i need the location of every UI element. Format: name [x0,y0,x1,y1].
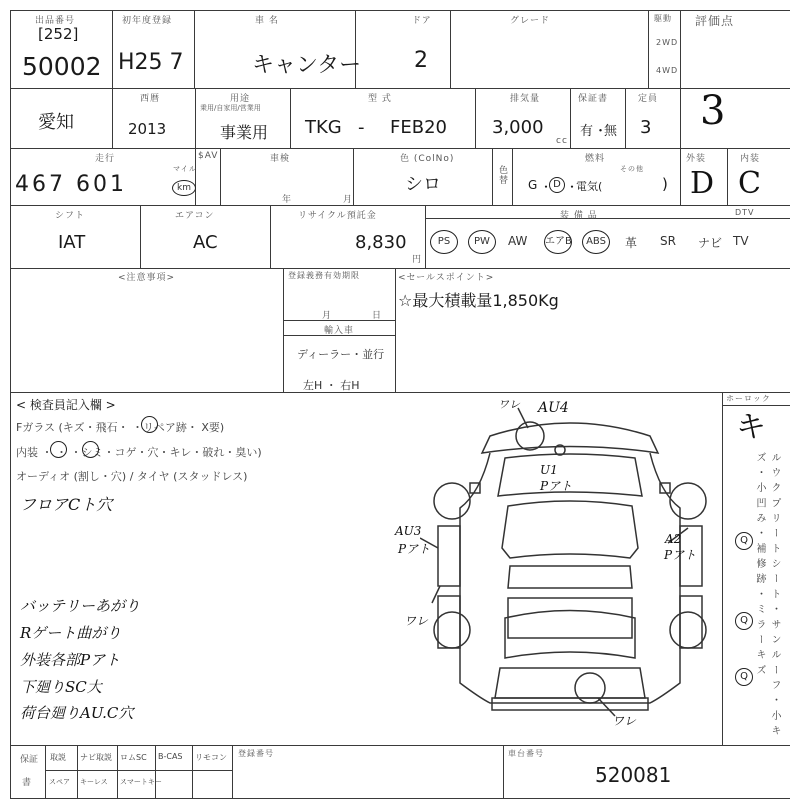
sales-label: <セールスポイント> [398,273,495,283]
diag-label-u1: U1 [540,463,558,477]
displacement-label: 排気量 [510,94,541,104]
interior-value: C [738,166,761,201]
notes-label: <注意事項> [118,273,176,283]
score-label: 評価点 [695,14,735,28]
hand-note: バッテリーあがり [20,597,141,615]
windshield [502,501,638,558]
rear-bumper [492,698,648,710]
drive-2wd: 2WD [656,38,679,47]
diag-label-top: ワレ [498,398,520,411]
audio-line: オーディオ (割し・穴) / タイヤ (スタッドレス) [16,470,248,483]
inspection-month: 月 [343,195,354,205]
side-circle-3: Q [735,668,753,686]
side-handwritten: キ [736,410,766,445]
footer-cert-label: 車台番号 [508,749,544,758]
first-reg-label: 初年度登録 [122,16,173,26]
reg-date-label: 登録義務有効期限 [288,271,360,280]
auction-sheet: 出品番号 [252] 50002 初年度登録 H25 7 車 名 キャンター ドア 2 グレード 駆動 2WD 4WD 評価点 3 愛知 西暦 2013 用途 乗用/自家用/営業用 事業用 型 式 TKG - FEB20 排気量 3,000 cc 保証書 有 ・ 無 定員 3 走行 467 601 マイル km $AV 車検 年 月 色 (ColNo) シロ 色替 燃料 その他 G ・ D ・ 電気( ) 外装 D 内装 C シフト IAT エアコン AC リサイクル預託金 8,830 円 装 備 品 DTV PS PW AW エアB ABS 革 SR ナビ TV <注意事項> 登録義務有効期限 月 日 輸入車 ディーラー・並行 左H ・ 右H <セールスポイント> ☆最大積載量1,850Kg < 検査員記入欄 > Fガラス (キズ・飛石・ ・リペア跡・ X要) 内装 ・ ・ ・シミ・コゲ・穴・キレ・破れ・臭い) オーディオ (割し・穴) / タイヤ (スタッドレス) フロアCト穴 バッテリーあがり Rゲート曲がり 外装各部Pアト 下廻りSC大 荷台廻りAU.C穴 ワレ AU4 U1 Pアト AU3 Pアト A2 Pアト ワレ ワレ ホーロック キ ル ウ ク プ リ ー ト シ ー ト ・ サ ン ル ー フ ・ 小 キ ズ ・ 小 凹 み ・ 補 修 跡 ・ ミ ラ ー キ ズ Q Q Q 保証 書 取説 ナビ取説 ロムSC B-CAS リモコン スペア キーレス スマートキー 登録番号 車台番号 520081 [0,0,800,800]
model-label: 型 式 [368,94,392,104]
wheel-front-right [670,483,706,519]
hand-note: 下廻りSC大 [20,678,102,696]
ac-label: エアコン [175,211,215,221]
lot-number: 50002 [22,52,102,81]
owner-label: 保証書 [578,94,609,104]
side-circle-1: Q [735,532,753,550]
diag-label-a2: A2 [665,532,682,546]
capacity-value: 3 [640,117,652,138]
fuel-d-circled: D [549,177,565,193]
diag-label-lower-left: ワレ [404,614,429,628]
glass-circle-mark [141,416,158,433]
cargo-rear [505,611,635,659]
diag-label-au3: AU3 [395,524,422,538]
color-change: 色替 [497,165,507,185]
mileage-label: 走行 [95,154,116,164]
recycle-value: 8,830 [355,232,407,253]
lot-label: 出品番号 [35,16,76,26]
fuel-label: 燃料 [585,154,606,164]
model-dash: - [358,117,365,138]
mileage-value: 467 601 [15,172,127,197]
wheel-rear-right [670,612,706,648]
interior-line: 内装 ・ ・ ・シミ・コゲ・穴・キレ・破れ・臭い) [16,446,262,459]
model-code: FEB20 [390,117,447,138]
hand-note: 荷台廻りAU.C穴 [20,704,134,722]
equipment-tv: TV [733,234,749,248]
inspector-title: < 検査員記入欄 > [16,398,116,412]
side-header: ホーロック [726,394,771,403]
diag-label-au4: AU4 [538,400,569,416]
exterior-value: D [690,166,715,201]
diag-label-au3-sub: Pアト [398,542,431,556]
first-reg-value: H25 7 [118,50,184,75]
shift-label: シフト [55,211,86,221]
rear-panel [495,668,645,698]
equipment-aw: AW [508,234,528,248]
footer-cell-top: 取説 [50,753,66,762]
use-label: 用途 [230,94,251,104]
lot-prefix: [252] [38,25,79,43]
mileage-type-label: $AV [198,151,219,161]
equipment-ナビ: ナビ [698,236,723,250]
hand-note-floor: フロアCト穴 [20,495,113,514]
diag-label-u1-sub: Pアト [540,479,573,493]
right-rear-panel [680,596,702,648]
footer-cell-top: ナビ取説 [80,753,112,762]
displacement-value: 3,000 [492,117,544,138]
footer-cell-top: ロムSC [120,753,147,762]
car-name-label: 車 名 [255,16,279,26]
footer-cell-bottom: キーレス [80,778,108,786]
diag-label-bottom: ワレ [612,714,637,728]
reg-month: 月 [322,311,333,321]
import-label: 輸入車 [324,326,355,336]
drive-label: 駆動 [654,14,672,23]
footer-misc-label: 登録番号 [238,749,274,758]
footer-cell-bottom: スペア [49,778,70,786]
equipment-ps-circled: PS [430,230,458,254]
equipment-pw-circled: PW [468,230,496,254]
fuel-close: ) [662,175,668,193]
owner-no: 無 [604,124,618,139]
cc-label: cc [556,136,568,146]
front-bumper [482,423,658,453]
footer-cell-top: B-CAS [158,752,183,761]
equipment-abs-circled: ABS [582,230,610,254]
recycle-yen: 円 [412,255,423,265]
equipment-革: 革 [625,236,638,250]
year-value: 2013 [128,120,167,138]
roof-front [508,566,632,588]
footer-cell-top: リモコン [195,753,227,762]
exterior-label: 外装 [686,154,707,164]
wheel-front-left [434,483,470,519]
shift-value: IAT [58,232,86,253]
door-value: 2 [414,48,428,73]
grade-label: グレード [510,16,551,26]
interior-circle-1 [50,441,67,458]
equipment-label: 装 備 品 [560,211,598,221]
glass-line: Fガラス (キズ・飛石・ ・リペア跡・ X要) [16,421,225,434]
hand-note: Rゲート曲がり [20,624,122,642]
use-value: 事業用 [220,123,269,142]
equipment-エアb-circled: エアB [544,230,572,254]
footer-guarantee: 保証 [20,755,39,765]
fuel-hybrid: 電気( [576,180,603,193]
wheel-rear-left [434,612,470,648]
side-vertical-text: ル ウ ク プ リ ー ト シ ー ト ・ サ ン ル ー フ ・ 小 キ ズ ・ 小 凹 み ・ 補 修 跡 ・ ミ ラ ー キ ズ [754,452,780,737]
year-label: 西暦 [140,94,161,104]
use-sub: 乗用/自家用/営業用 [200,104,261,112]
tv-prefix: DTV [735,208,755,217]
reg-day: 日 [372,311,383,321]
left-rear-panel [438,596,460,648]
hand-note: 外装各部Pアト [20,651,121,669]
region: 愛知 [38,112,74,133]
diag-label-a2-sub: Pアト [664,548,697,562]
leader-lower-left [432,586,440,603]
cargo-bed [508,598,632,638]
car-name-value: キャンター [252,53,362,78]
fuel-other: その他 [620,165,644,173]
dealer-label: ディーラー・並行 [297,348,385,361]
owner-yes: 有 [580,124,594,139]
inspection-label: 車検 [270,154,291,164]
interior-circle-2 [82,441,99,458]
steer-label: 左H ・ 右H [303,379,360,392]
color-value: シロ [405,174,441,195]
recycle-label: リサイクル預託金 [298,211,377,221]
footer-cert-number: 520081 [595,763,672,787]
footer-guarantee-sub: 書 [22,778,32,788]
inspection-year: 年 [282,195,293,205]
drive-4wd: 4WD [656,66,679,75]
left-door [438,526,460,586]
model-prefix: TKG [305,117,342,138]
equipment-sr: SR [660,234,676,248]
side-circle-2: Q [735,612,753,630]
mile-label: マイル [173,165,197,173]
interior-label: 内装 [740,154,761,164]
score-value: 3 [700,88,726,134]
color-label: 色 (ColNo) [400,154,455,164]
km-circled: km [172,180,196,196]
fuel-g: G [528,178,538,192]
door-label: ドア [412,16,432,26]
car-diagram [420,398,720,743]
sales-point: ☆最大積載量1,850Kg [398,291,559,310]
footer-cell-bottom: スマートキー [120,778,162,786]
capacity-label: 定員 [638,94,659,104]
ac-value: AC [193,232,218,253]
